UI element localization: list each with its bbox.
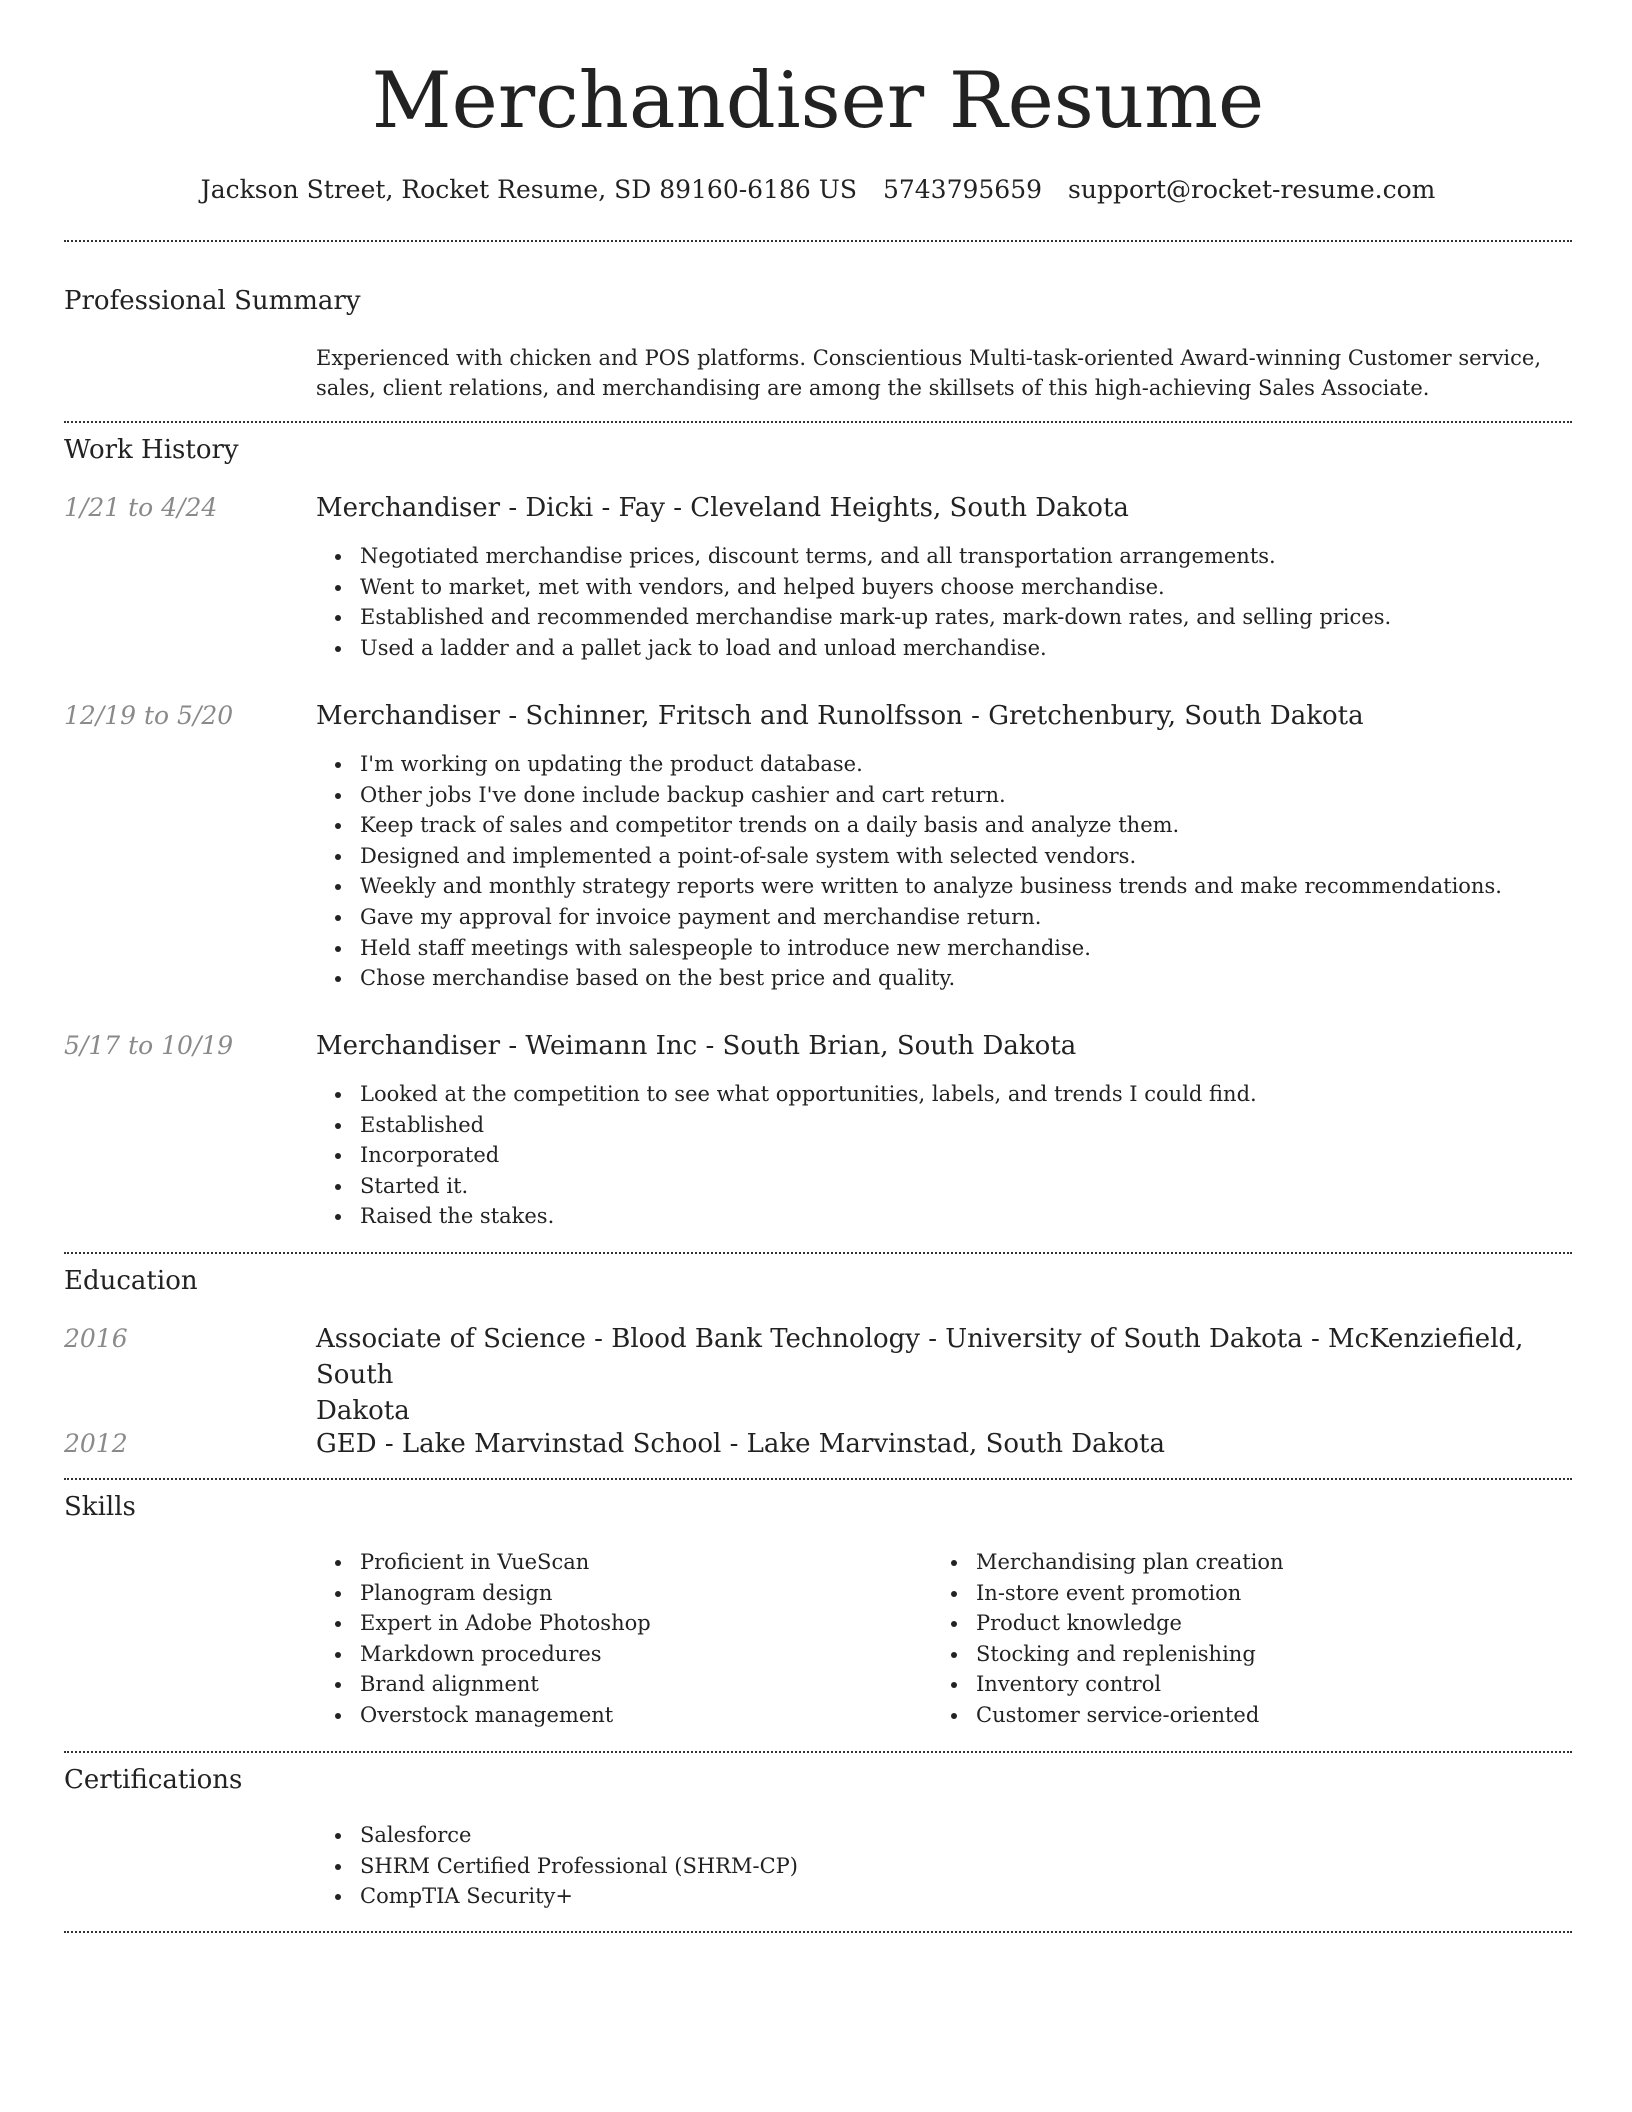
education-degree: GED - Lake Marvinstad School - Lake Marvinstad, South Dakota xyxy=(316,1429,1165,1459)
section-divider xyxy=(64,421,1572,423)
skills-list-right xyxy=(932,1547,1284,1731)
education-year: 2012 xyxy=(64,1429,128,1458)
job-dates: 1/21 to 4/24 xyxy=(64,493,218,522)
list-item: Established xyxy=(316,1110,1257,1141)
work-history-heading: Work History xyxy=(64,435,239,465)
list-item: Other jobs I've done include backup cashier and cart return. xyxy=(316,780,1502,811)
section-divider xyxy=(64,1931,1572,1933)
list-item: Expert in Adobe Photoshop xyxy=(316,1608,651,1639)
resume-title: Merchandiser Resume xyxy=(371,56,1265,146)
education-year: 2016 xyxy=(64,1324,128,1353)
summary-text: Experienced with chicken and POS platforms. Conscientious Multi-task-oriented Award-winning Customer service, sales, client relations, and merchandising are among the skillsets of this high-achieving Sales Associate. xyxy=(316,346,1542,400)
education-degree xyxy=(316,1321,1572,1429)
job-bullets xyxy=(316,1079,1257,1232)
section-divider xyxy=(64,1478,1572,1480)
list-item: Product knowledge xyxy=(932,1608,1284,1639)
list-item: Merchandising plan creation xyxy=(932,1547,1284,1578)
list-item: Gave my approval for invoice payment and merchandise return. xyxy=(316,902,1502,933)
job-title: Merchandiser - Weimann Inc - South Brian, South Dakota xyxy=(316,1031,1077,1061)
job-bullets xyxy=(316,749,1502,994)
job-dates: 12/19 to 5/20 xyxy=(64,701,234,730)
list-item: Went to market, met with vendors, and helped buyers choose merchandise. xyxy=(316,572,1391,603)
list-item: Proficient in VueScan xyxy=(316,1547,651,1578)
job-title: Merchandiser - Schinner, Fritsch and Runolfsson - Gretchenbury, South Dakota xyxy=(316,701,1364,731)
certifications-list xyxy=(316,1820,798,1912)
contact-address: Jackson Street, Rocket Resume, SD 89160-6186 US xyxy=(200,175,857,204)
certifications-heading: Certifications xyxy=(64,1765,243,1795)
education-degree-line: Associate of Science - Blood Bank Technology - University of South Dakota - McKenziefield, South xyxy=(316,1324,1524,1390)
list-item: Brand alignment xyxy=(316,1669,651,1700)
job-title: Merchandiser - Dicki - Fay - Cleveland Heights, South Dakota xyxy=(316,493,1129,523)
education-degree-line: Dakota xyxy=(316,1396,410,1426)
list-item: Used a ladder and a pallet jack to load and unload merchandise. xyxy=(316,633,1391,664)
list-item: I'm working on updating the product database. xyxy=(316,749,1502,780)
job-dates: 5/17 to 10/19 xyxy=(64,1031,234,1060)
list-item: Designed and implemented a point-of-sale system with selected vendors. xyxy=(316,841,1502,872)
job-bullets xyxy=(316,541,1391,663)
list-item: SHRM Certified Professional (SHRM-CP) xyxy=(316,1851,798,1882)
section-divider xyxy=(64,1751,1572,1753)
list-item: Chose merchandise based on the best price and quality. xyxy=(316,963,1502,994)
education-heading: Education xyxy=(64,1266,198,1296)
skills-heading: Skills xyxy=(64,1492,136,1522)
list-item: Keep track of sales and competitor trends on a daily basis and analyze them. xyxy=(316,810,1502,841)
contact-phone: 5743795659 xyxy=(882,175,1043,204)
list-item: Established and recommended merchandise mark-up rates, mark-down rates, and selling prices. xyxy=(316,602,1391,633)
list-item: Raised the stakes. xyxy=(316,1201,1257,1232)
list-item: Planogram design xyxy=(316,1578,651,1609)
list-item: Stocking and replenishing xyxy=(932,1639,1284,1670)
list-item: CompTIA Security+ xyxy=(316,1881,798,1912)
contact-line xyxy=(64,170,1572,210)
list-item: In-store event promotion xyxy=(932,1578,1284,1609)
list-item: Negotiated merchandise prices, discount terms, and all transportation arrangements. xyxy=(316,541,1391,572)
list-item: Markdown procedures xyxy=(316,1639,651,1670)
list-item: Held staff meetings with salespeople to introduce new merchandise. xyxy=(316,933,1502,964)
contact-email: support@rocket-resume.com xyxy=(1068,175,1436,204)
skills-list-left xyxy=(316,1547,651,1731)
list-item: Incorporated xyxy=(316,1140,1257,1171)
section-divider xyxy=(64,1252,1572,1254)
list-item: Started it. xyxy=(316,1171,1257,1202)
list-item: Overstock management xyxy=(316,1700,651,1731)
summary-heading: Professional Summary xyxy=(64,286,361,316)
list-item: Looked at the competition to see what opportunities, labels, and trends I could find. xyxy=(316,1079,1257,1110)
section-divider xyxy=(64,240,1572,242)
list-item: Customer service-oriented xyxy=(932,1700,1284,1731)
list-item: Weekly and monthly strategy reports were written to analyze business trends and make recommendations. xyxy=(316,871,1502,902)
list-item: Inventory control xyxy=(932,1669,1284,1700)
list-item: Salesforce xyxy=(316,1820,798,1851)
